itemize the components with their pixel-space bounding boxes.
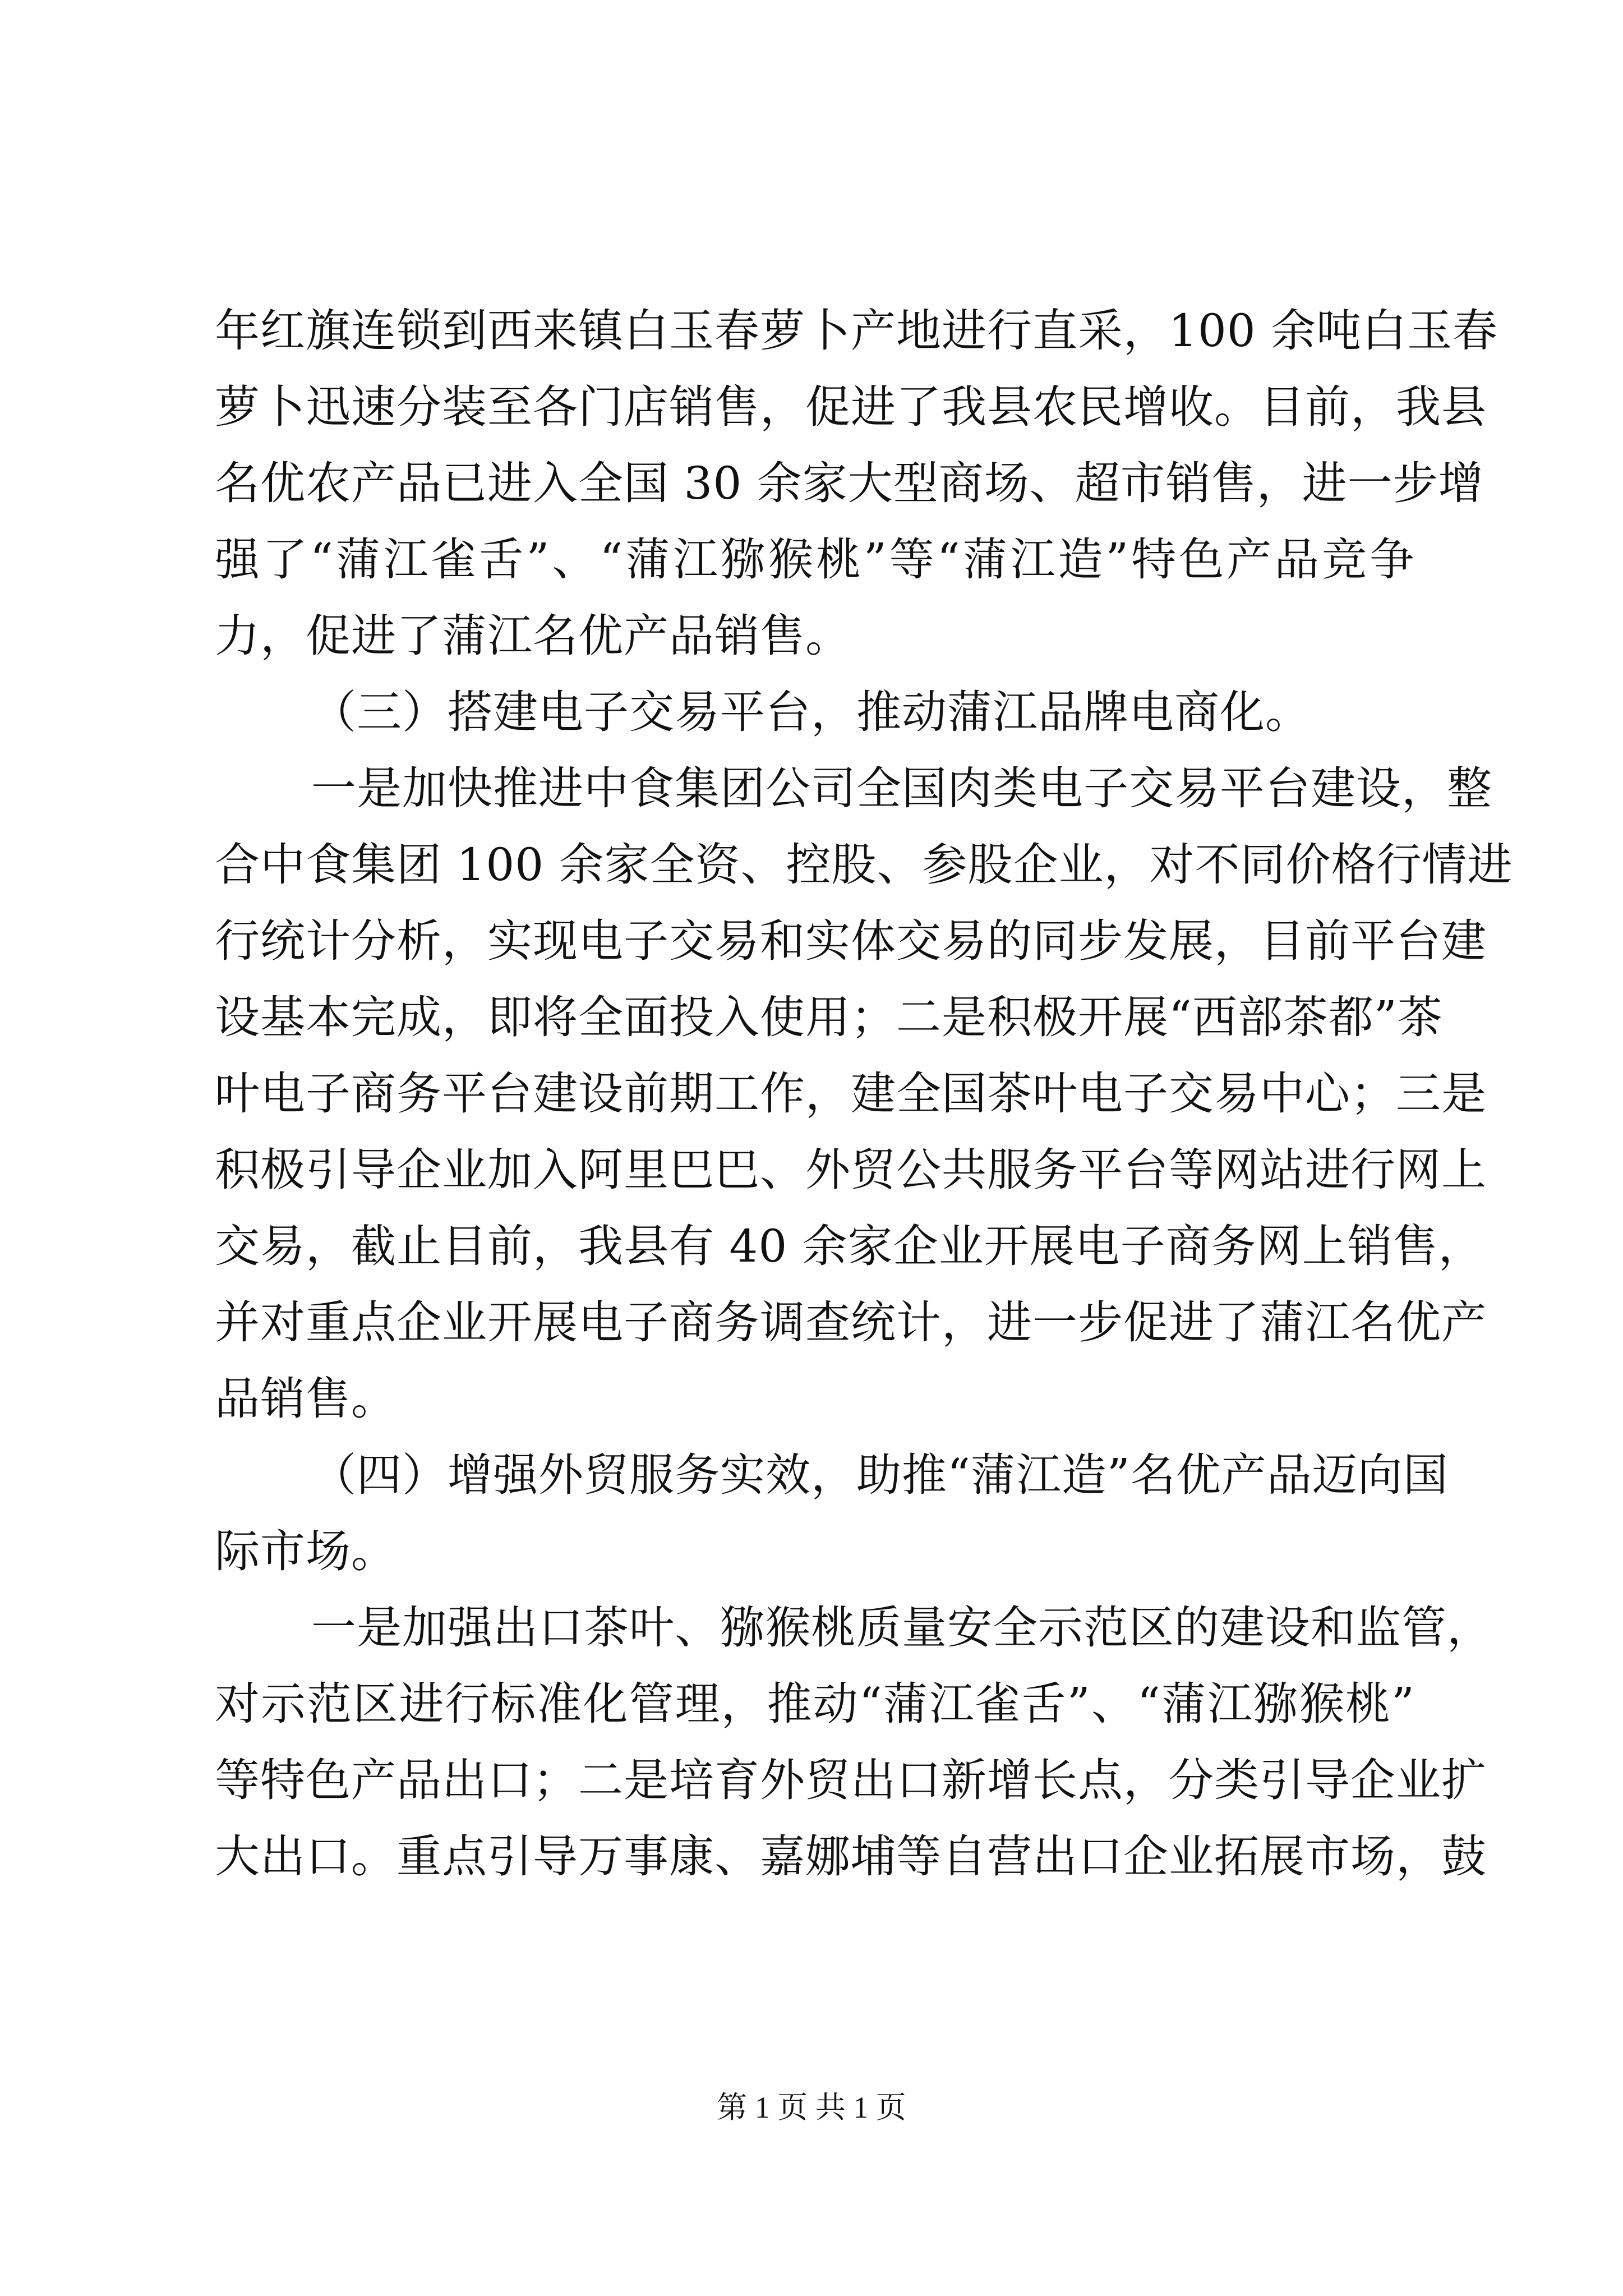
section-heading: （三）搭建电子交易平台，推动蒲江品牌电商化。	[311, 686, 1311, 738]
text-line: 叶电子商务平台建设前期工作，建全国茶叶电子交易中心；三是	[215, 1068, 1487, 1120]
text-line: 年红旗连锁到西来镇白玉春萝卜产地进行直采，100 余吨白玉春	[215, 305, 1498, 357]
page-footer: 第 1 页 共 1 页	[717, 2091, 906, 2124]
paragraph-first-line: 一是加快推进中食集团公司全国肉类电子交易平台建设，整	[311, 762, 1492, 815]
text-line: 合中食集团 100 余家全资、控股、参股企业，对不同价格行情进	[215, 839, 1513, 891]
text-line: 萝卜迅速分装至各门店销售，促进了我县农民增收。目前，我县	[215, 381, 1487, 433]
section-heading: （四）增强外贸服务实效，助推“蒲江造”名优产品迈向国	[311, 1449, 1449, 1501]
text-line: 强了“蒲江雀舌”、“蒲江猕猴桃”等“蒲江造”特色产品竞争	[215, 533, 1415, 586]
text-line: 力，促进了蒲江名优产品销售。	[215, 610, 851, 662]
text-line: 积极引导企业加入阿里巴巴、外贸公共服务平台等网站进行网上	[215, 1144, 1487, 1196]
text-line: 等特色产品出口；二是培育外贸出口新增长点，分类引导企业扩	[215, 1754, 1487, 1806]
text-line: 并对重点企业开展电子商务调查统计，进一步促进了蒲江名优产	[215, 1296, 1487, 1349]
text-line: 对示范区进行标准化管理，推动“蒲江雀舌”、“蒲江猕猴桃”	[215, 1678, 1415, 1730]
text-line: 名优农产品已进入全国 30 余家大型商场、超市销售，进一步增	[215, 457, 1484, 509]
text-line: 设基本完成，即将全面投入使用；二是积极开展“西部茶都”茶	[215, 991, 1443, 1043]
text-line: 交易，截止目前，我县有 40 余家企业开展电子商务网上销售，	[215, 1220, 1484, 1272]
text-line: 品销售。	[215, 1373, 396, 1425]
section-heading-continued: 际市场。	[215, 1525, 396, 1577]
text-line: 大出口。重点引导万事康、嘉娜埔等自营出口企业拓展市场，鼓	[215, 1830, 1487, 1883]
text-line: 行统计分析，实现电子交易和实体交易的同步发展，目前平台建	[215, 915, 1487, 967]
paragraph-first-line: 一是加强出口茶叶、猕猴桃质量安全示范区的建设和监管，	[311, 1602, 1492, 1654]
